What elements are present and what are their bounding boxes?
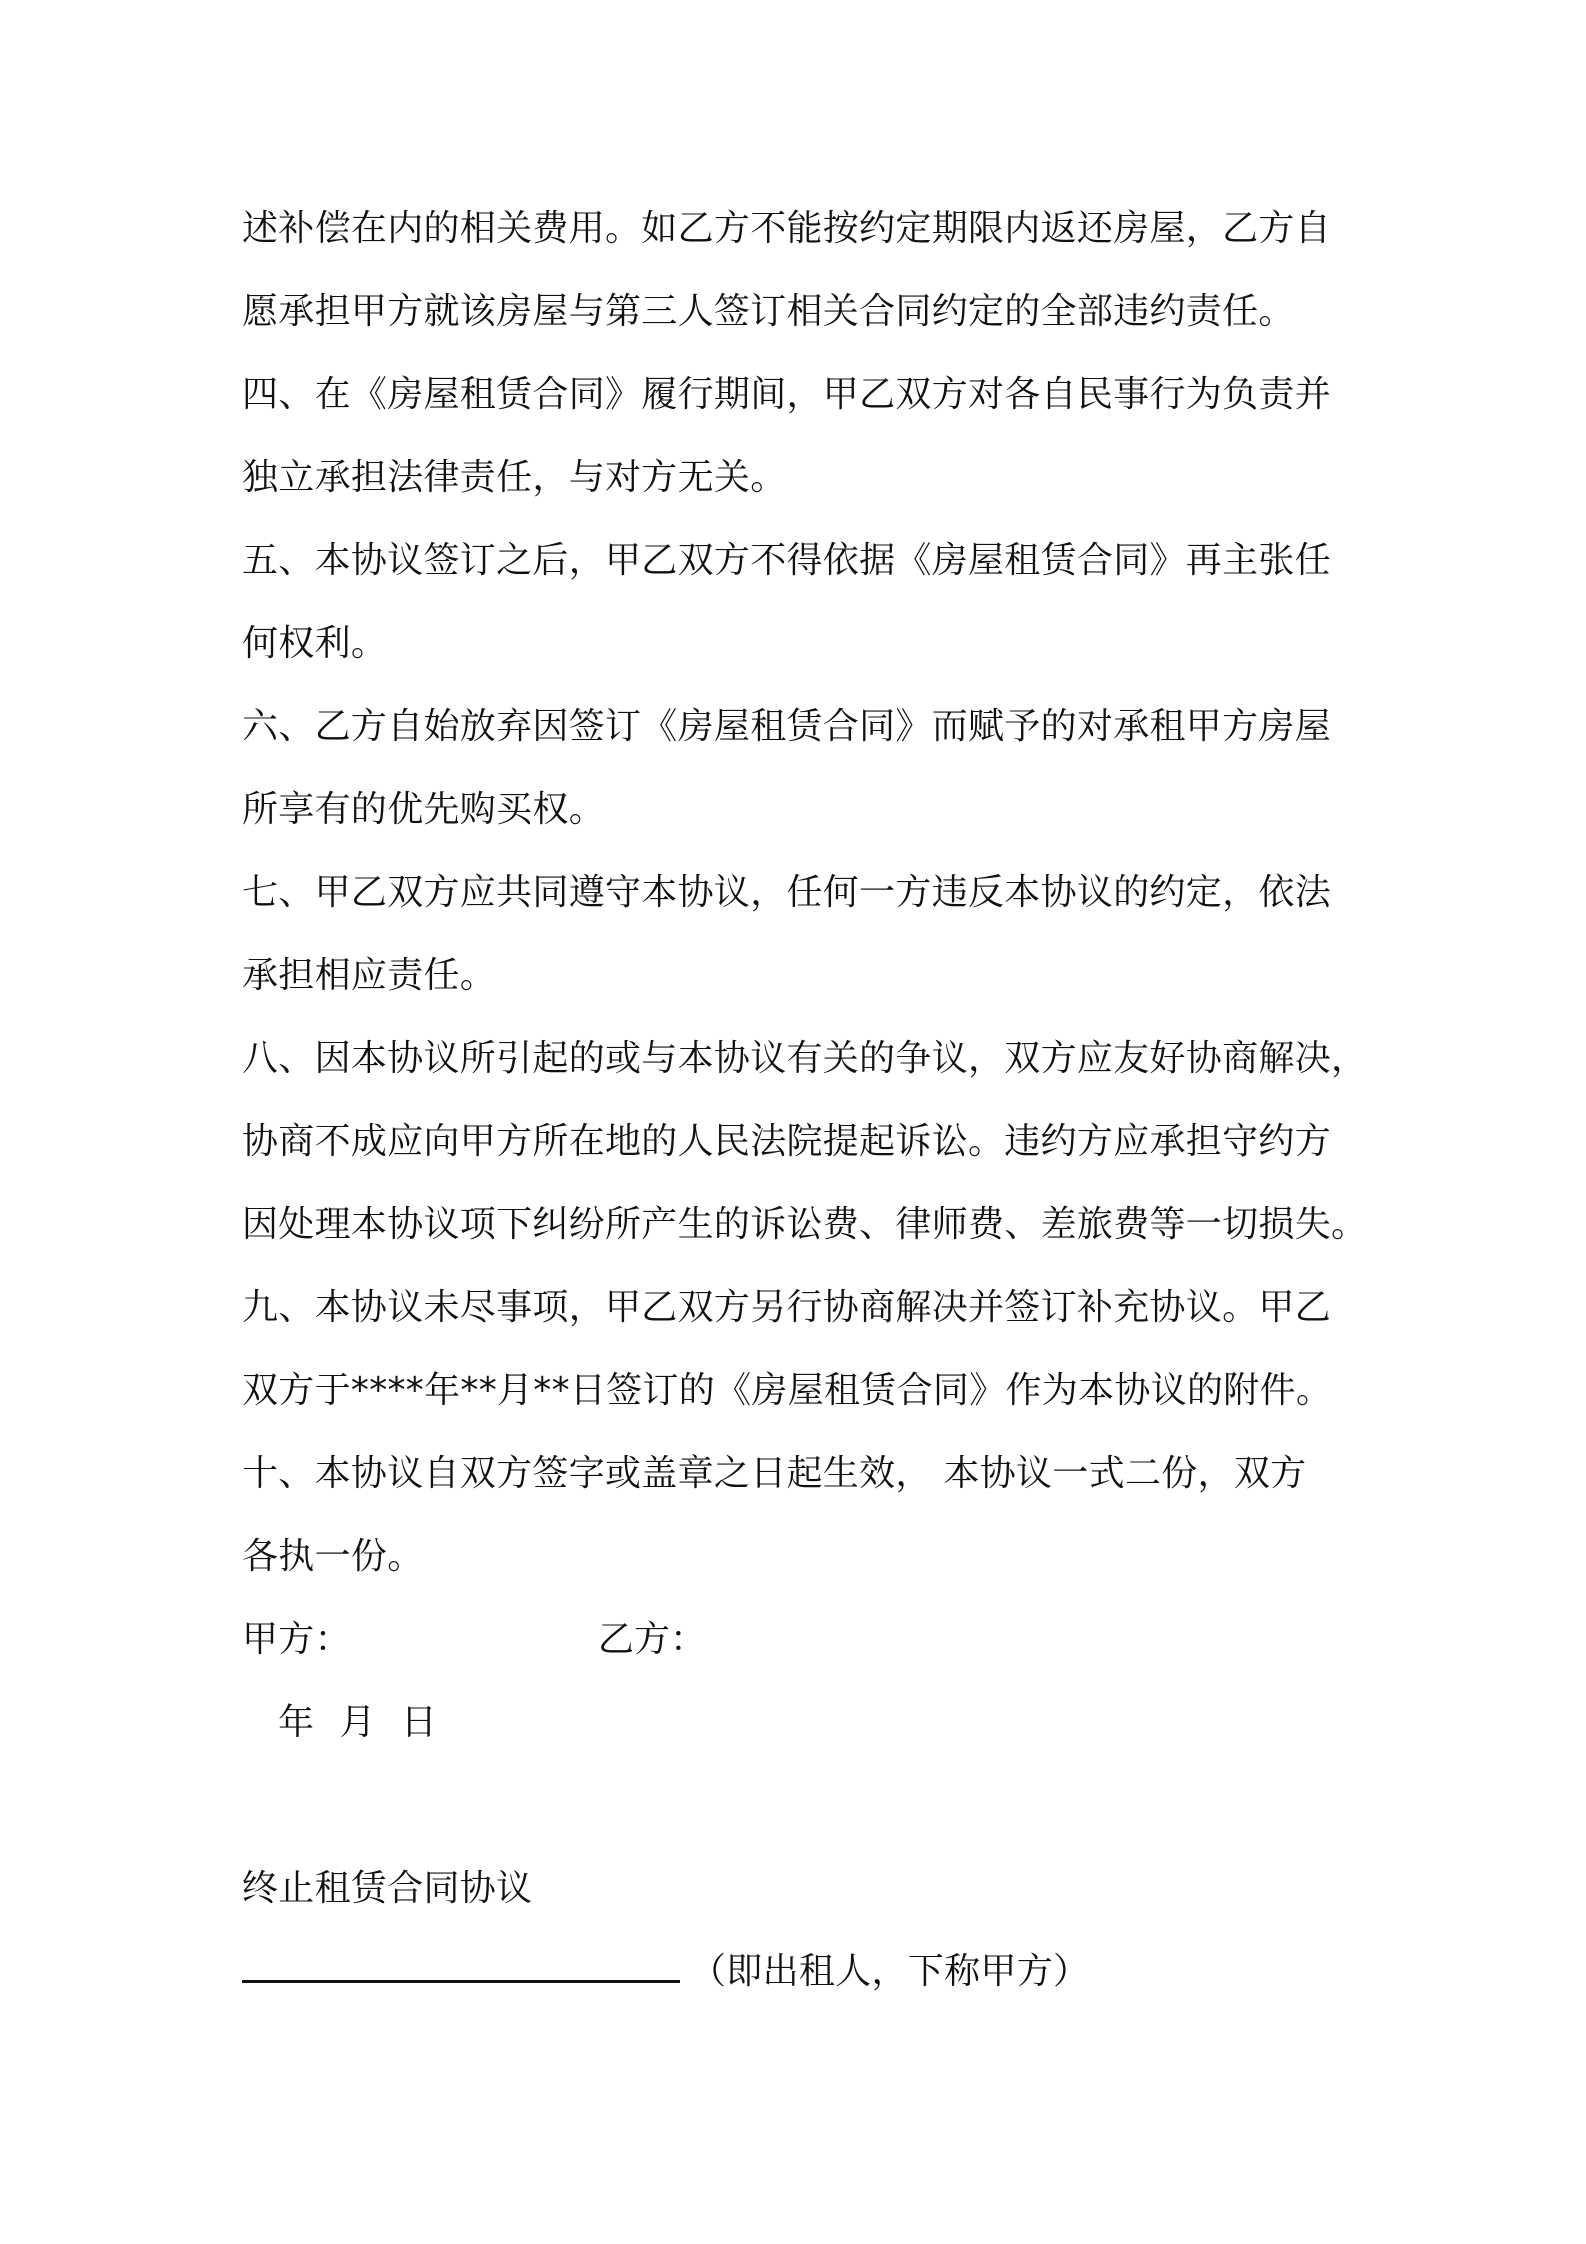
clause-three-line-1: 述补偿在内的相关费用。如乙方不能按约定期限内返还房屋，乙方自: [242, 208, 1332, 249]
party-a-signature-label: 甲方：: [242, 1619, 351, 1660]
clause-seven-line-2: 承担相应责任。: [242, 955, 497, 996]
clause-six-line-2: 所享有的优先购买权。: [242, 789, 606, 830]
lessor-line: [242, 1950, 1089, 1994]
clause-six-line-1: 六、乙方自始放弃因签订《房屋租赁合同》而赋予的对承租甲方房屋: [242, 706, 1332, 747]
clause-eight-line-1: 八、因本协议所引起的或与本协议有关的争议，双方应友好协商解决，: [242, 1038, 1368, 1079]
lessor-name-blank: [242, 1976, 680, 1983]
clause-five-line-1: 五、本协议签订之后，甲乙双方不得依据《房屋租赁合同》再主张任: [242, 540, 1332, 581]
clause-four-line-2: 独立承担法律责任，与对方无关。: [242, 457, 787, 498]
clause-eight-line-3: 因处理本协议项下纠纷所产生的诉讼费、律师费、差旅费等一切损失。: [242, 1204, 1368, 1245]
clause-four-line-1: 四、在《房屋租赁合同》履行期间，甲乙双方对各自民事行为负责并: [242, 374, 1332, 415]
clause-ten-line-2: 各执一份。: [242, 1536, 424, 1577]
lessor-line-label: （即出租人，下称甲方）: [690, 1951, 1090, 1992]
clause-ten-line-1: 十、本协议自双方签字或盖章之日起生效， 本协议一式二份，双方: [242, 1453, 1307, 1494]
party-b-signature-label: 乙方：: [598, 1619, 707, 1660]
signature-date: 年 月 日: [278, 1702, 437, 1743]
clause-five-line-2: 何权利。: [242, 623, 388, 664]
clause-nine-line-2: 双方于****年**月**日签订的《房屋租赁合同》作为本协议的附件。: [242, 1370, 1333, 1411]
clause-three-line-2: 愿承担甲方就该房屋与第三人签订相关合同约定的全部违约责任。: [242, 291, 1295, 332]
clause-nine-line-1: 九、本协议未尽事项，甲乙双方另行协商解决并签订补充协议。甲乙: [242, 1287, 1332, 1328]
clause-seven-line-1: 七、甲乙双方应共同遵守本协议，任何一方违反本协议的约定，依法: [242, 872, 1332, 913]
clause-eight-line-2: 协商不成应向甲方所在地的人民法院提起诉讼。违约方应承担守约方: [242, 1121, 1332, 1162]
next-document-title: 终止租赁合同协议: [242, 1868, 533, 1909]
